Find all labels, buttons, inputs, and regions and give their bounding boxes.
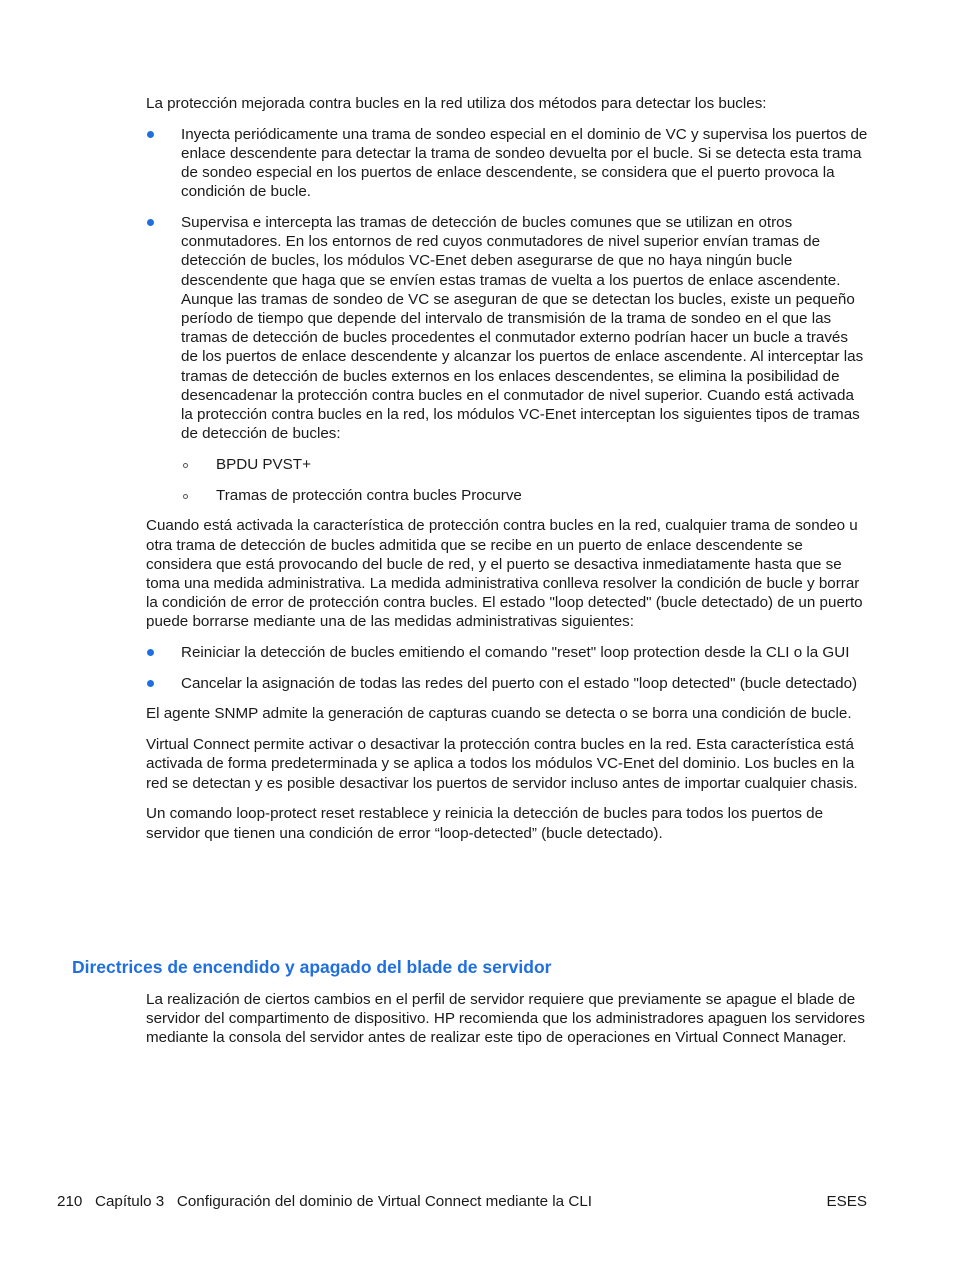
snmp-paragraph: El agente SNMP admite la generación de capturas cuando se detecta o se borra una condición de bucle. — [146, 705, 852, 723]
list-item: Inyecta periódicamente una trama de sondeo especial en el dominio de VC y supervisa los puertos de enlace descendente para detectar la trama de sondeo devuelta por el bucle. Si se detecta esta trama de sondeo especial en los puertos de enlace descendente, se considera que el puerto provoca la condición de bucle. — [146, 125, 868, 202]
sub-list-item: BPDU PVST+ — [181, 455, 868, 474]
blade-power-paragraph: La realización de ciertos cambios en el perfil de servidor requiere que previamente se apague el blade de servidor del compartimento de dispositivo. HP recomienda que los administradores apaguen los servidores mediante la consola del servidor antes de realizar este tipo de operaciones en Virtual Connect Manager. — [146, 991, 865, 1047]
section-heading: Directrices de encendido y apagado del blade de servidor — [72, 957, 552, 977]
admin-actions-list — [146, 643, 868, 693]
intro-paragraph: La protección mejorada contra bucles en la red utiliza dos métodos para detectar los bucles: — [146, 95, 767, 112]
frame-types-list — [181, 455, 868, 505]
loop-protection-paragraph: Cuando está activada la característica de protección contra bucles en la red, cualquier trama de sondeo u otra trama de detección de bucles admitida que se recibe en un puerto de enlace descendente se considera que está provocando del bucle de red, y el puerto se desactiva inmediatamente hasta que se toma una medida administrativa. La medida administrativa conlleva resolver la condición de bucle y borrar la condición de error de protección contra bucles. El estado "loop detected" (bucle detectado) de un puerto puede borrarse mediante una de las medidas administrativas siguientes: — [146, 517, 863, 631]
sub-list-item: Tramas de protección contra bucles Procurve — [181, 486, 868, 505]
main-content — [146, 94, 868, 854]
detection-methods-list — [146, 125, 868, 505]
list-item: Cancelar la asignación de todas las redes del puerto con el estado "loop detected" (bucle detectado) — [146, 674, 868, 693]
page-footer — [57, 1192, 867, 1211]
list-item: Reiniciar la detección de bucles emitiendo el comando "reset" loop protection desde la CLI o la GUI — [146, 643, 868, 662]
section-content — [146, 990, 868, 1059]
list-item — [146, 213, 868, 505]
loop-protect-reset-paragraph: Un comando loop-protect reset restablece y reinicia la detección de bucles para todos los puertos de servidor que tienen una condición de error “loop-detected” (bucle detectado). — [146, 805, 824, 842]
virtual-connect-paragraph: Virtual Connect permite activar o desactivar la protección contra bucles en la red. Esta característica está activada de forma predeterminada y se aplica a todos los módulos VC-Enet del dominio. Los bucles en la red se detectan y es posible desactivar los puertos de servidor incluso antes de importar cualquier chasis. — [146, 736, 858, 792]
footer-locale: ESES — [826, 1193, 867, 1210]
list-item-text: Supervisa e intercepta las tramas de detección de bucles comunes que se utilizan en otros conmutadores. En los entornos de red cuyos conmutadores de nivel superior envían tramas de detección de bucles, los módulos VC-Enet deben asegurarse de que no haya ningún bucle descendente que haga que se envíen estas tramas de vuelta a los puertos de enlace ascendente. Aunque las tramas de sondeo de VC se aseguran de que se detectan los bucles, existe un pequeño período de tiempo que depende del intervalo de transmisión de la trama de sondeo en el que las tramas de detección de bucles procedentes el conmutador externo podrían hacer un bucle a través de los puertos de enlace descendente y alcanzar los puertos de enlace ascendente. Al interceptar las tramas de detección de bucles externos en los enlaces descendentes, se elimina la posibilidad de desencadenar la protección contra bucles en el conmutador de nivel superior. Cuando está activada la protección contra bucles en la red, los módulos VC-Enet interceptan los siguientes tipos de tramas de detección de bucles: — [181, 214, 864, 443]
footer-chapter: 210 Capítulo 3 Configuración del dominio de Virtual Connect mediante la CLI — [57, 1193, 592, 1210]
